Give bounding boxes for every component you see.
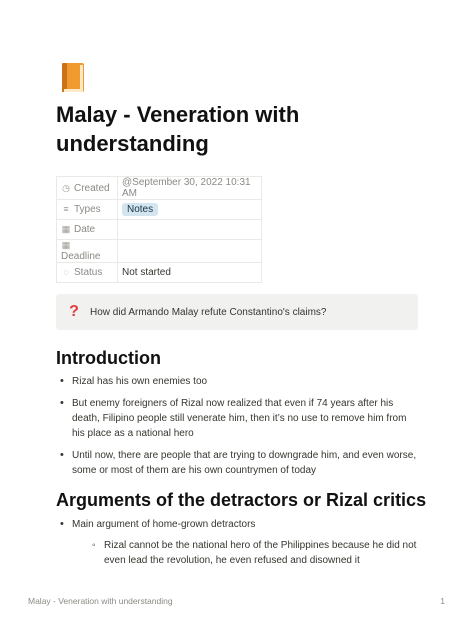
heading-introduction: Introduction	[56, 348, 161, 368]
list-icon: ≡	[63, 204, 69, 214]
property-label: Types	[74, 204, 101, 215]
list-item: • Until now, there are people that are trying to downgrade him, and even worse, some or most of them are his own countrymen of today	[56, 448, 420, 478]
footer-title: Malay - Veneration with understanding	[28, 596, 173, 606]
list-item: • But enemy foreigners of Rizal now realized that even if 74 years after his death, Filipino people still venerate him, then it’s no use to remove him from his place as a national hero	[56, 396, 420, 441]
callout-box	[56, 294, 418, 330]
property-row-status[interactable]	[57, 263, 262, 283]
heading-arguments: Arguments of the detractors or Rizal critics	[56, 490, 427, 510]
page-number: 1	[440, 596, 445, 606]
list-item-text: Main argument of home-grown detractors	[72, 519, 256, 530]
property-label: Created	[74, 182, 110, 194]
arguments-sublist	[72, 538, 420, 568]
clock-icon: ◷	[62, 182, 70, 193]
property-value[interactable]	[118, 220, 262, 240]
list-item: • Rizal has his own enemies too	[56, 374, 420, 389]
orange-book-icon	[58, 62, 88, 94]
calendar-icon: ▦	[61, 240, 71, 250]
property-label: Date	[74, 224, 96, 235]
sub-list-item: ◦ Rizal cannot be the national hero of the Philippines because he did not even lead the revolution, he even refused and disowned it	[88, 538, 420, 568]
introduction-list	[56, 374, 420, 485]
property-row-date[interactable]	[57, 220, 262, 240]
types-tag[interactable]: Notes	[122, 203, 158, 216]
loading-circle-icon: ◌	[63, 267, 69, 277]
question-mark-icon: ?	[69, 303, 79, 320]
arguments-list	[56, 517, 420, 575]
property-label: Status	[74, 267, 103, 278]
property-value[interactable]	[118, 240, 262, 263]
property-row-types[interactable]	[57, 200, 262, 220]
page-title: Malay - Veneration with understanding	[56, 102, 300, 156]
properties-table	[56, 176, 262, 283]
calendar-icon: ▦	[61, 224, 71, 234]
property-value: @September 30, 2022 10:31 AM	[118, 177, 262, 200]
property-row-created[interactable]	[57, 177, 262, 200]
property-label: Deadline	[61, 251, 101, 262]
list-item	[56, 517, 420, 568]
callout-text: How did Armando Malay refute Constantino's claims?	[90, 306, 327, 318]
property-value[interactable]: Not started	[118, 263, 262, 283]
property-row-deadline[interactable]	[57, 240, 262, 263]
